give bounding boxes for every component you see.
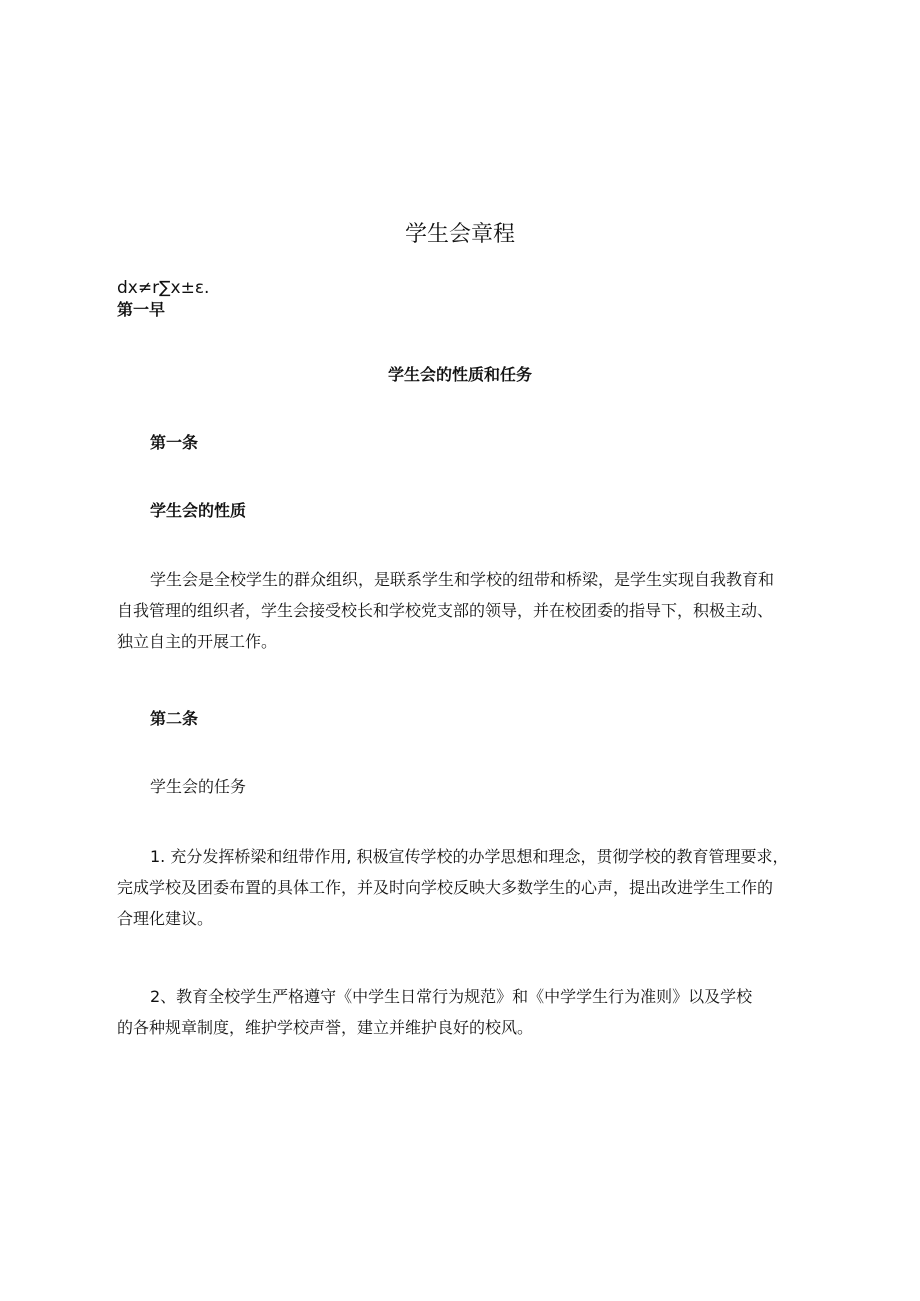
document-title: 学生会章程 — [404, 221, 515, 247]
paragraph-line: 独立自主的开展工作。 — [117, 632, 278, 651]
paragraph-line: 的各种规章制度，维护学校声誉，建立并维护良好的校风。 — [117, 1018, 534, 1037]
article-1-label: 第一条 — [150, 433, 199, 452]
chapter-label: 第一早 — [117, 300, 166, 319]
paragraph-line: 学生会是全校学生的群众组织，是联系学生和学校的纽带和桥梁，是学生实现自我教育和 — [150, 570, 775, 589]
chapter-heading: 学生会的性质和任务 — [387, 365, 532, 384]
garbled-text-line: dx≠r∑x±ε. — [117, 278, 210, 298]
paragraph-line: 1. 充分发挥桥梁和纽带作用, 积极宣传学校的办学思想和理念，贯彻学校的教育管理要求， — [150, 847, 789, 866]
article-1-heading: 学生会的性质 — [150, 501, 247, 520]
paragraph-line: 自我管理的组织者，学生会接受校长和学校党支部的领导，并在校团委的指导下，积极主动、 — [117, 601, 774, 620]
article-2-heading: 学生会的任务 — [150, 777, 247, 796]
paragraph-line: 2、教育全校学生严格遵守《中学生日常行为规范》和《中学学生行为准则》以及学校 — [150, 987, 753, 1006]
article-1-paragraph — [117, 564, 817, 657]
paragraph-line: 合理化建议。 — [117, 909, 214, 928]
article-2-label: 第二条 — [150, 709, 199, 728]
paragraph-line: 完成学校及团委布置的具体工作，并及时向学校反映大多数学生的心声，提出改进学生工作的 — [117, 878, 774, 897]
article-2-item-1 — [117, 841, 817, 934]
article-2-item-2 — [117, 981, 817, 1043]
